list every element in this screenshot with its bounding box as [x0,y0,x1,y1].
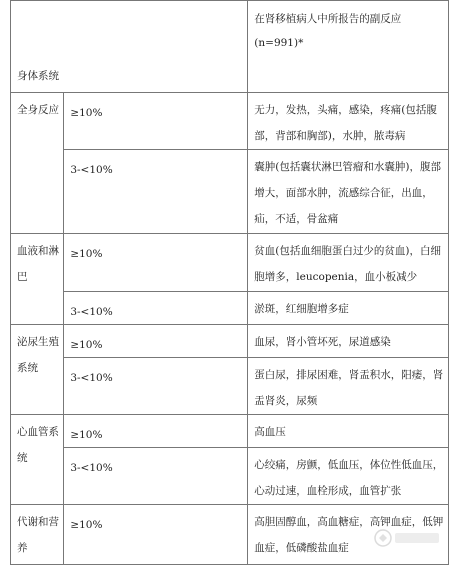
effects-cell: 蛋白尿，排尿困难，肾盂积水，阳痿，肾盂肾炎，尿频 [248,358,449,415]
system-cell: 全身反应 [11,93,64,234]
frequency-cell: ≥10% [64,415,248,448]
frequency-cell: 3-<10% [64,150,248,234]
table-row [11,325,449,358]
watermark-logo-icon [373,527,445,549]
system-cell: 代谢和营养 [11,505,64,565]
table-row [11,93,449,150]
effects-cell: 无力，发热，头痛，感染，疼痛(包括腹部，背部和胸部)，水肿，脓毒病 [248,93,449,150]
system-cell: 心血管系统 [11,415,64,505]
effects-cell: 囊肿(包括囊状淋巴管瘤和水囊肿)，腹部增大，面部水肿，流感综合征，出血，疝，不适，骨盆痛 [248,150,449,234]
system-cell: 泌尿生殖系统 [11,325,64,415]
table-row [11,150,449,234]
effects-cell: 淤斑，红细胞增多症 [248,292,449,325]
frequency-cell: ≥10% [64,505,248,565]
adverse-reactions-table [10,0,449,565]
frequency-cell: ≥10% [64,234,248,292]
frequency-cell: ≥10% [64,93,248,150]
table-row [11,358,449,415]
frequency-cell: 3-<10% [64,358,248,415]
table-row [11,448,449,505]
effects-cell: 血尿，肾小管坏死，尿道感染 [248,325,449,358]
effects-cell: 高血压 [248,415,449,448]
table-header-row [11,1,449,93]
table-row [11,415,449,448]
frequency-cell: 3-<10% [64,448,248,505]
effects-cell: 贫血(包括血细胞蛋白过少的贫血)，白细胞增多，leucopenia，血小板减少 [248,234,449,292]
effects-cell: 心绞痛，房颤，低血压，体位性低血压，心动过速，血栓形成，血管扩张 [248,448,449,505]
frequency-cell: ≥10% [64,325,248,358]
effects-cell: 高胆固醇血，高血糖症，高钾血症，低钾血症，低磷酸盐血症 [248,505,449,565]
table-row [11,234,449,292]
system-cell: 血液和淋巴 [11,234,64,325]
header-system-cell: 身体系统 [11,1,248,93]
header-adverse-effects-cell: 在肾移植病人中所报告的副反应(n=991)* [248,1,449,93]
frequency-cell: 3-<10% [64,292,248,325]
table-row [11,292,449,325]
